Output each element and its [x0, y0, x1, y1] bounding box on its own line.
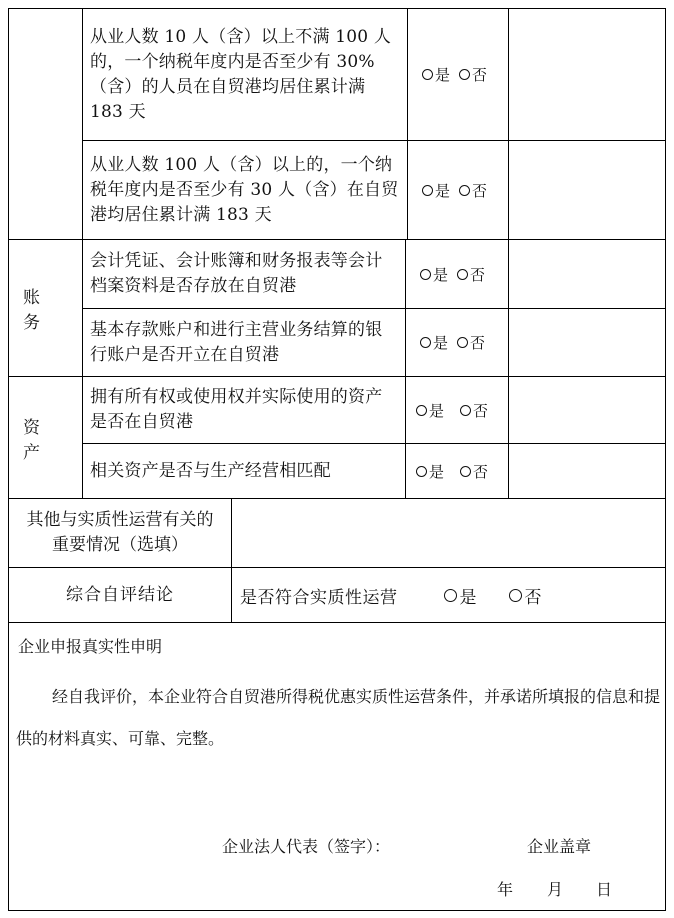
no-radio[interactable]: 否	[459, 180, 487, 201]
question-staff-100-plus: 从业人数 100 人（含）以上的，一个纳税年度内是否至少有 30 人（含）在自贸港均居住累计满 183 天	[90, 154, 399, 225]
question-bank-accounts: 基本存款账户和进行主营业务结算的银行账户是否开立在自贸港	[90, 319, 383, 365]
radio-circle-icon	[444, 589, 457, 602]
other-info-field[interactable]	[232, 499, 665, 567]
declaration-body: 经自我评价，本企业符合自贸港所得税优惠实质性运营条件，并承诺所填报的信息和提供的材料真实、可靠、完整。	[16, 687, 661, 748]
date-year: 年	[497, 880, 514, 899]
no-radio[interactable]: 否	[457, 332, 485, 353]
answer-options	[406, 240, 508, 308]
no-radio[interactable]: 否	[460, 461, 488, 482]
question-assets-match: 相关资产是否与生产经营相匹配	[90, 460, 331, 481]
date-month: 月	[547, 880, 564, 899]
declaration-title: 企业申报真实性申明	[18, 637, 163, 656]
radio-circle-icon	[420, 269, 431, 280]
no-radio[interactable]: 否	[509, 583, 542, 608]
radio-circle-icon	[422, 185, 433, 196]
category-assets: 资产	[23, 417, 54, 463]
other-info-label: 其他与实质性运营有关的重要情况（选填）	[26, 510, 214, 555]
conclusion-label: 综合自评结论	[66, 584, 174, 605]
question-accounting-records: 会计凭证、会计账簿和财务报表等会计档案资料是否存放在自贸港	[90, 251, 383, 296]
radio-circle-icon	[420, 337, 431, 348]
radio-circle-icon	[460, 405, 471, 416]
yes-radio[interactable]: 是	[422, 64, 450, 85]
radio-circle-icon	[422, 69, 433, 80]
question-assets-location: 拥有所有权或使用权并实际使用的资产是否在自贸港	[90, 387, 383, 432]
yes-radio[interactable]: 是	[416, 461, 444, 482]
answer-options	[406, 377, 508, 443]
radio-circle-icon	[459, 185, 470, 196]
signature-label: 企业法人代表（签字）：	[222, 837, 391, 856]
radio-circle-icon	[416, 405, 427, 416]
no-radio[interactable]: 否	[457, 264, 485, 285]
answer-options	[408, 141, 508, 239]
radio-circle-icon	[459, 69, 470, 80]
yes-radio[interactable]: 是	[420, 332, 448, 353]
radio-circle-icon	[460, 466, 471, 477]
date-day: 日	[596, 880, 613, 899]
answer-options	[406, 444, 508, 498]
category-accounts: 账务	[23, 288, 54, 333]
radio-circle-icon	[457, 269, 468, 280]
seal-label: 企业盖章	[527, 837, 592, 856]
conclusion-answer	[232, 568, 665, 622]
radio-circle-icon	[509, 589, 522, 602]
conclusion-question: 是否符合实质性运营	[240, 587, 398, 608]
radio-circle-icon	[416, 466, 427, 477]
question-staff-10-100: 从业人数 10 人（含）以上不满 100 人的，一个纳税年度内是否至少有 30%（含）的人员在自贸港均居住累计满 183 天	[90, 26, 392, 122]
no-radio[interactable]: 否	[460, 400, 488, 421]
answer-options	[408, 9, 508, 140]
yes-radio[interactable]: 是	[422, 180, 450, 201]
no-radio[interactable]: 否	[459, 64, 487, 85]
yes-radio[interactable]: 是	[444, 583, 477, 608]
radio-circle-icon	[457, 337, 468, 348]
yes-radio[interactable]: 是	[416, 400, 444, 421]
yes-radio[interactable]: 是	[420, 264, 448, 285]
answer-options	[406, 309, 508, 376]
